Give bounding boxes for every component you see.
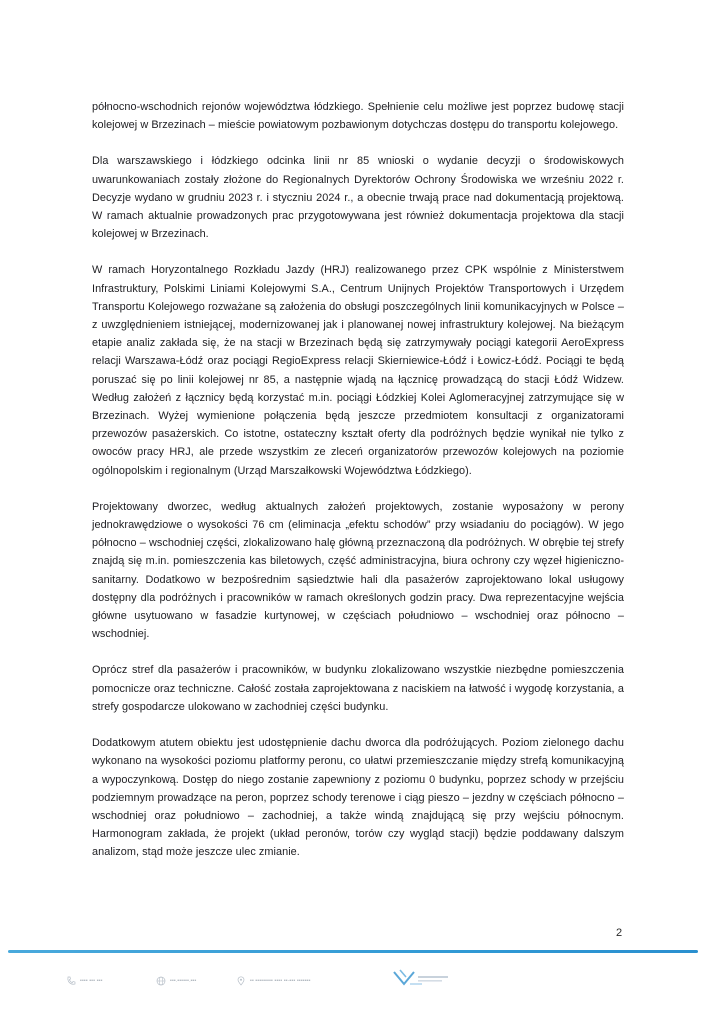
paragraph-3: W ramach Horyzontalnego Rozkładu Jazdy (HRJ) realizowanego przez CPK wspólnie z Ministerstwem Infrastruktury, Polskimi Liniami Kolejowymi S.A., Centrum Unijnych Projektów Transportowych i Urzędem Transportu Kolejowego rozważane są założenia do obsługi poszczególnych linii komunikacyjnych w Polsce – z uwzględnieniem istniejącej, modernizowanej jak i planowanej nowej infrastruktury kolejowej. Na bieżącym etapie analiz zakłada się, że na stacji w Brzezinach będą się zatrzymywały pociągi kategorii AeroExpress relacji Warszawa-Łódź oraz pociągi RegioExpress relacji Skierniewice-Łódź i Łowicz-Łódź. Pociągi te będą poruszać się po linii kolejowej nr 85, a następnie wjadą na łącznicę prowadzącą do stacji Łódź Widzew. Według założeń z łącznicy będą korzystać m.in. pociągi Łódzkiej Kolei Aglomeracyjnej zatrzymujące się w Brzezinach. Wyżej wymienione połączenia będą jeszcze przedmiotem konsultacji z organizatorami przewozów pasażerskich. Co istotne, ostateczny kształt oferty dla podróżnych będzie wynikał nie tylko z owoców pracy HRJ, ale przede wszystkim ze zleceń organizatorów przewozów kolejowych na poziomie ogólnopolskim i regionalnym (Urząd Marszałkowski Województwa Łódzkiego).: [92, 264, 624, 477]
paragraph-4: Projektowany dworzec, według aktualnych założeń projektowych, zostanie wyposażony w perony jednokrawędziowe o wysokości 76 cm (eliminacja „efektu schodów” przy wsiadaniu do pociągów). W jego północno – wschodniej części, zlokalizowano halę główną przeznaczoną dla podróżnych. W obrębie tej strefy znajdą się m.in. pomieszczenia kas biletowych, część administracyjna, biura ochrony czy węzeł higieniczno-sanitarny. Dodatkowo w bezpośrednim sąsiedztwie hali dla pasażerów zaprojektowano lokal usługowy dostępny dla podróżnych i pracowników w ramach określonych godzin pracy. Dwa reprezentacyjne wejścia główne usytuowano w fasadzie kurtynowej, w częściach południowo – wschodniej oraz północno – wschodniej.: [92, 500, 624, 641]
page-number: 2: [616, 927, 623, 939]
paragraph-2: Dla warszawskiego i łódzkiego odcinka linii nr 85 wnioski o wydanie decyzji o środowiskowych uwarunkowaniach zostały złożone do Regionalnych Dyrektorów Ochrony Środowiska we wrześniu 2022 r. Decyzje wydano w grudniu 2023 r. i styczniu 2024 r., a obecnie trwają prace nad dokumentacją projektową. W ramach aktualnie prowadzonych prac przygotowywana jest również dokumentacja projektowa dla stacji kolejowej w Brzezinach.: [92, 155, 624, 241]
globe-icon: [156, 976, 166, 986]
location-pin-icon: [236, 976, 246, 986]
document-body: [92, 98, 624, 862]
phone-icon: [66, 976, 76, 986]
paragraph-6: Dodatkowym atutem obiektu jest udostępnienie dachu dworca dla podróżujących. Poziom zielonego dachu wykonano na wysokości poziomu platformy peronu, co ułatwi przemieszczanie między strefą komunikacyjną a wypoczynkową. Dostęp do niego zostanie zapewniony z poziomu 0 budynku, poprzez schody w przejściu podziemnym prowadzące na peron, poprzez schody terenowe i ciąg pieszo – jezdny w częściach północno – wschodniej oraz południowo – zachodniej, a także windą znajdującą się przy wejściu północnym. Harmonogram zakłada, że projekt (układ peronów, torów czy wygląd stacji) będzie poddawany dalszym analizom, stąd może jeszcze ulec zmianie.: [92, 737, 624, 859]
footer-website: ▪▪▪.▪▪▪▪▪▪.▪▪▪: [156, 976, 196, 986]
footer-divider: [8, 950, 698, 953]
footer-phone: ▪▪▪▪ ▪▪▪ ▪▪▪: [66, 976, 103, 986]
paragraph-5: Oprócz stref dla pasażerów i pracowników, w budynku zlokalizowano wszystkie niezbędne pomieszczenia pomocnicze oraz techniczne. Całość została zaprojektowana z naciskiem na łatwość i wygodę korzystania, a strefy gospodarcze ulokowano w zachodniej części budynku.: [92, 664, 624, 713]
footer: [60, 972, 660, 992]
footer-address: ▪▪ ▪▪▪▪▪▪▪▪▪ ▪▪▪▪ ▪▪-▪▪▪ ▪▪▪▪▪▪▪: [236, 976, 311, 986]
company-logo: [392, 968, 454, 990]
paragraph-1: północno-wschodnich rejonów województwa łódzkiego. Spełnienie celu możliwe jest poprzez budowę stacji kolejowej w Brzezinach – mieście powiatowym pozbawionym dotychczas dostępu do transportu kolejowego.: [92, 101, 624, 132]
